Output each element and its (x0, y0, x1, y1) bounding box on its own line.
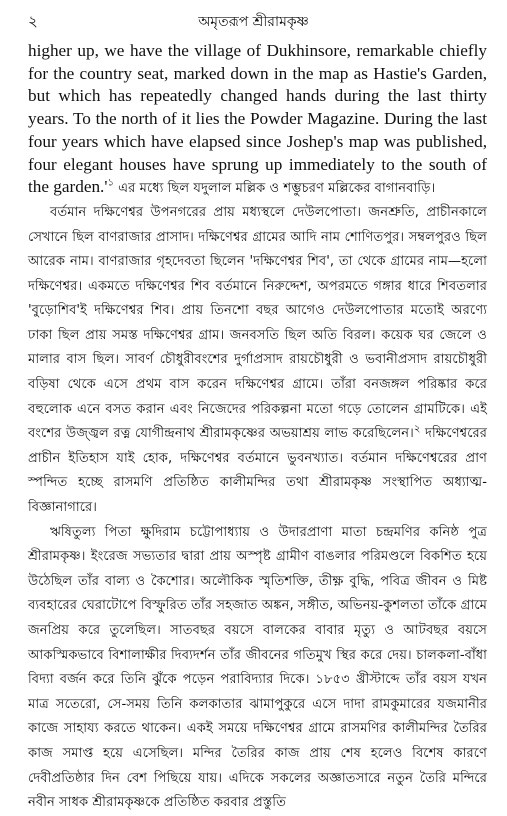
paragraph-1-text-a: বর্তমান দক্ষিণেশ্বর উপনগরের প্রায় মধ্যস্থলে দেউলপোতা। জনশ্রুতি, প্রাচীনকালে সেখানে ছিল বাণরাজার প্রাসাদ। দক্ষিণেশ্বর গ্রামের আদি নাম শোণিতপুর। সম্বলপুরও ছিল আরেক নাম। বাণরাজার গৃহদেবতা ছিলেন 'দক্ষিণেশ্বর শিব', তা থেকে গ্রামের নাম—হলো দক্ষিণেশ্বর। একমতে দক্ষিণেশ্বর শিব বর্তমানে নিরুদ্দেশ, অপরমতে গঙ্গার ধারে শিবতলার 'বুড়োশিব'ই দক্ষিণেশ্বর শিব। প্রায় তিনশো বছর আগেও দেউলপোতার মতোই অরণ্যে ঢাকা ছিল প্রায় সমস্ত দক্ষিণেশ্বর গ্রাম। জনবসতি ছিল অতি বিরল। কয়েক ঘর জেলে ও মালার বাস ছিল। সাবর্ণ চৌধুরীবংশের দুর্গাপ্রসাদ রায়চৌধুরী ও ভবানীপ্রসাদ রায়চৌধুরী বড়িষা থেকে এসে প্রথম বাস করেন দক্ষিণেশ্বর গ্রামে। তাঁরা বনজঙ্গল পরিষ্কার করে বহুলোক এনে বসত করান এবং নিজেদের পরিকল্পনা মতো গড়ে তোলেন গ্রামটিকে। এই বংশের উজ্জ্বল রত্ন যোগীন্দ্রনাথ শ্রীরামকৃষ্ণের অভয়াশ্রয় লাভ করেছিলেন। (28, 204, 487, 442)
running-head: অমৃতরূপ শ্রীরামকৃষ্ণ (198, 14, 309, 30)
english-quote-text: higher up, we have the village of Dukhinsore, remarkable chiefly for the country seat, marked down in the map as Hastie's Garden, but which has repeatedly changed hands during the last thirty years. To the north of it lies the Powder Magazine. During the last four years which have elapsed since Joshep's map was published, four elegant houses have sprung up immediately to the south of the garden.' (28, 41, 487, 197)
quote-bengali-tail: এর মধ্যে ছিল যদুলাল মল্লিক ও শম্ভুচরণ মল্লিকের বাগানবাড়ি। (113, 181, 436, 197)
footnote-ref-1: ১ (107, 177, 114, 189)
page-body (28, 40, 487, 816)
paragraph-1-text-b: দক্ষিণেশ্বরের প্রাচীন ইতিহাস যাই হোক, দক্ষিণেশ্বর বর্তমানে ভুবনখ্যাত। বর্তমান দক্ষিণেশ্বরের প্রাণ স্পন্দিত হচ্ছে রাসমণি প্রতিষ্ঠিত কালীমন্দির তথা শ্রীরামকৃষ্ণ সংস্থাপিত অধ্যাত্ম-বিজ্ঞানাগারে। (28, 426, 488, 516)
paragraph-sri-ramakrishna-early-life: ঋষিতুল্য পিতা ক্ষুদিরাম চট্টোপাধ্যায় ও উদারপ্রাণা মাতা চন্দ্রমণির কনিষ্ঠ পুত্র শ্রীরামকৃষ্ণ। ইংরেজ সভ্যতার দ্বারা প্রায় অস্পৃষ্ট গ্রামীণ বাঙলার পরিমণ্ডলে বিকশিত হয়ে উঠেছিল তাঁর বাল্য ও কৈশোর। অলৌকিক স্মৃতিশক্তি, তীক্ষ্ণ বুদ্ধি, পবিত্র জীবন ও মিষ্ট ব্যবহারের ঘেরাটোপে বিস্ফুরিত তাঁর সহজাত অঙ্কন, সঙ্গীত, অভিনয়-কুশলতা তাঁকে গ্রামে জনপ্রিয় করে তুলেছিল। সাতবছর বয়সে বালকের বাবার মৃত্যু ও আটবছর বয়সে আকস্মিকভাবে বিশালাক্ষীর দিব্যদর্শন তাঁর জীবনের গতিমুখ স্থির করে দেয়। চালকলা-বাঁধা বিদ্যা বর্জন করে তিনি ঝুঁকে পড়েন পরাবিদ্যার দিকে। ১৮৫৩ খ্রীস্টাব্দে তাঁর বয়স যখন মাত্র সতেরো, সে-সময় তিনি কলকাতার ঝামাপুকুরে এসে দাদা রামকুমারের যজমানীর কাজে সাহায্য করতে থাকেন। একই সময়ে দক্ষিণেশ্বর গ্রামে রাসমণির কালীমন্দির তৈরির কাজ সমাপ্ত হয়ে এসেছিল। মন্দির তৈরির কাজ প্রায় শেষ হলেও বিশেষ কারণে দেবীপ্রতিষ্ঠার দিন বেশ পিছিয়ে যায়। এদিকে সকলের অজ্ঞাতসারে নতুন তৈরি মন্দিরে নবীন সাধক শ্রীরামকৃষ্ণকে প্রতিষ্ঠিত করবার প্রস্তুতি (28, 524, 487, 811)
english-quote-paragraph (28, 40, 487, 201)
paragraph-dakshineswar-history (28, 201, 487, 521)
footnote-ref-2: ২ (413, 423, 421, 435)
page-number: ২ (28, 12, 38, 30)
